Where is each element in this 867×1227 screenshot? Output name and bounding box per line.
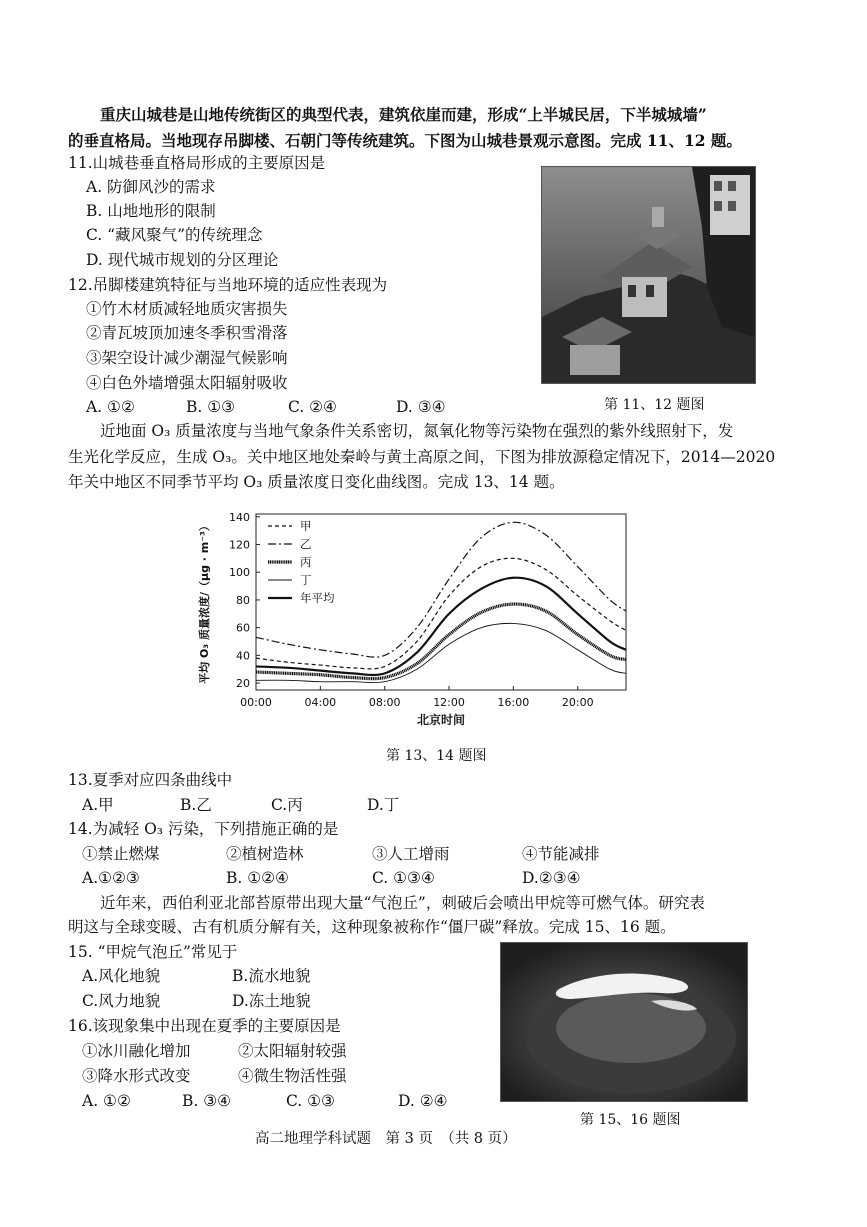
q12-stem: 12.吊脚楼建筑特征与当地环境的适应性表现为 [68,276,388,294]
passage3-line1: 近年来，西伯利亚北部苔原带出现大量“气泡丘”，刺破后会喷出甲烷等可燃气体。研究表 [100,894,705,912]
q16-statement-3: ③降水形式改变 [82,1067,191,1085]
y-tick-label: 80 [236,593,250,607]
q11-option-d: D. 现代城市规划的分区理论 [86,251,279,269]
q15-option-a: A.风化地貌 [82,967,161,985]
methane-bubble-mound-photo-drawing [501,943,747,1101]
methane-bubble-mound-photo [500,942,748,1102]
shanchengxiang-photo-drawing [542,167,755,383]
series-line-1 [256,558,626,669]
figure3-caption: 第 15、16 题图 [580,1112,681,1128]
q14-statement-3: ③人工增雨 [372,845,450,863]
q15-option-d: D.冻土地貌 [232,992,311,1010]
q11-option-a: A. 防御风沙的需求 [86,178,216,196]
q13-option-d: D.丁 [367,796,400,814]
q12-statement-4: ④白色外墙增强太阳辐射吸收 [86,374,288,392]
y-tick-label: 100 [229,566,250,580]
series-line-4 [256,623,626,682]
page-footer: 高二地理学科试题 第 3 页 （共 8 页） [255,1131,517,1147]
y-tick-label: 120 [229,538,250,552]
legend-label-4: 丁 [300,573,312,587]
q16-stem: 16.该现象集中出现在夏季的主要原因是 [68,1017,341,1035]
q14-option-a: A.①②③ [82,869,140,887]
q12-statement-1: ①竹木材质减轻地质灾害损失 [86,300,288,318]
y-tick-label: 40 [236,649,250,663]
q11-option-b: B. 山地地形的限制 [86,202,216,220]
legend-label-1: 甲 [300,519,312,533]
legend-label-5: 年平均 [300,591,335,605]
shanchengxiang-photo [541,166,756,384]
q14-stem: 14.为减轻 O₃ 污染，下列措施正确的是 [68,820,339,838]
chart-layer [197,511,626,727]
q12-option-b: B. ①③ [186,398,236,416]
x-tick-label: 20:00 [561,696,594,709]
q16-option-a: A. ①② [82,1092,131,1110]
figure2-caption: 第 13、14 题图 [386,748,487,764]
x-tick-label: 04:00 [304,696,337,709]
q13-option-a: A.甲 [82,796,114,814]
q14-statement-2: ②植树造林 [226,845,304,863]
legend-label-2: 乙 [300,537,312,551]
passage1-line1: 重庆山城巷是山地传统街区的典型代表，建筑依崖而建，形成“上半城民居，下半城城墙” [100,105,707,124]
q14-statement-1: ①禁止燃煤 [82,845,160,863]
y-tick-label: 60 [236,621,250,635]
passage2-line1: 近地面 O₃ 质量浓度与当地气象条件关系密切，氮氧化物等污染物在强烈的紫外线照射下，发 [100,422,734,440]
q16-option-c: C. ①③ [286,1092,335,1110]
x-tick-label: 12:00 [433,696,465,709]
q14-option-c: C. ①③④ [372,869,435,887]
x-tick-label: 08:00 [368,696,401,709]
figure1-caption: 第 11、12 题图 [604,397,705,413]
q12-option-d: D. ③④ [396,398,446,416]
q13-option-b: B.乙 [180,796,212,814]
q14-statement-4: ④节能减排 [522,845,600,863]
passage2-line3: 年关中地区不同季节平均 O₃ 质量浓度日变化曲线图。完成 13、14 题。 [68,473,565,491]
q12-statement-2: ②青瓦坡顶加速冬季积雪滑落 [86,324,288,342]
passage1-line2: 的垂直格局。当地现存吊脚楼、石朝门等传统建筑。下图为山城巷景观示意图。完成 11、12 题。 [68,131,742,150]
passage2-line2: 生光化学反应，生成 O₃。关中地区地处秦岭与黄土高原之间，下图为排放源稳定情况下，2014—2020 [68,448,776,466]
x-tick-label: 00:00 [240,696,272,709]
q15-option-c: C.风力地貌 [82,992,161,1010]
q16-statement-2: ②太阳辐射较强 [238,1042,347,1060]
q14-option-d: D.②③④ [522,869,581,887]
q16-statement-1: ①冰川融化增加 [82,1042,191,1060]
x-axis-label: 北京时间 [416,713,466,727]
series-line-2 [256,522,626,657]
series-line-3 [256,604,626,679]
q16-statement-4: ④微生物活性强 [238,1067,347,1085]
q11-stem: 11.山城巷垂直格局形成的主要原因是 [68,154,326,172]
q13-stem: 13.夏季对应四条曲线中 [68,771,233,789]
y-axis-label: 平均 O₃ 质量浓度/（μg · m⁻³） [198,520,211,684]
q12-option-c: C. ②④ [288,398,337,416]
y-tick-label: 20 [236,677,250,691]
q16-option-b: B. ③④ [182,1092,232,1110]
q13-option-c: C.丙 [271,796,303,814]
q14-option-b: B. ①②④ [226,869,289,887]
y-tick-label: 140 [229,510,250,524]
q12-statement-3: ③架空设计减少潮湿气候影响 [86,349,288,367]
q15-option-b: B.流水地貌 [232,967,311,985]
q15-stem: 15. “甲烷气泡丘”常见于 [68,943,238,961]
legend-label-3: 丙 [300,555,312,569]
o3-diurnal-chart [190,500,640,740]
x-tick-label: 16:00 [497,696,530,709]
q11-option-c: C. “藏风聚气”的传统理念 [86,226,263,244]
passage3-line2: 明这与全球变暖、古有机质分解有关，这种现象被称作“僵尸碳”释放。完成 15、16 题。 [68,918,676,936]
q12-option-a: A. ①② [86,398,135,416]
q16-option-d: D. ②④ [398,1092,448,1110]
